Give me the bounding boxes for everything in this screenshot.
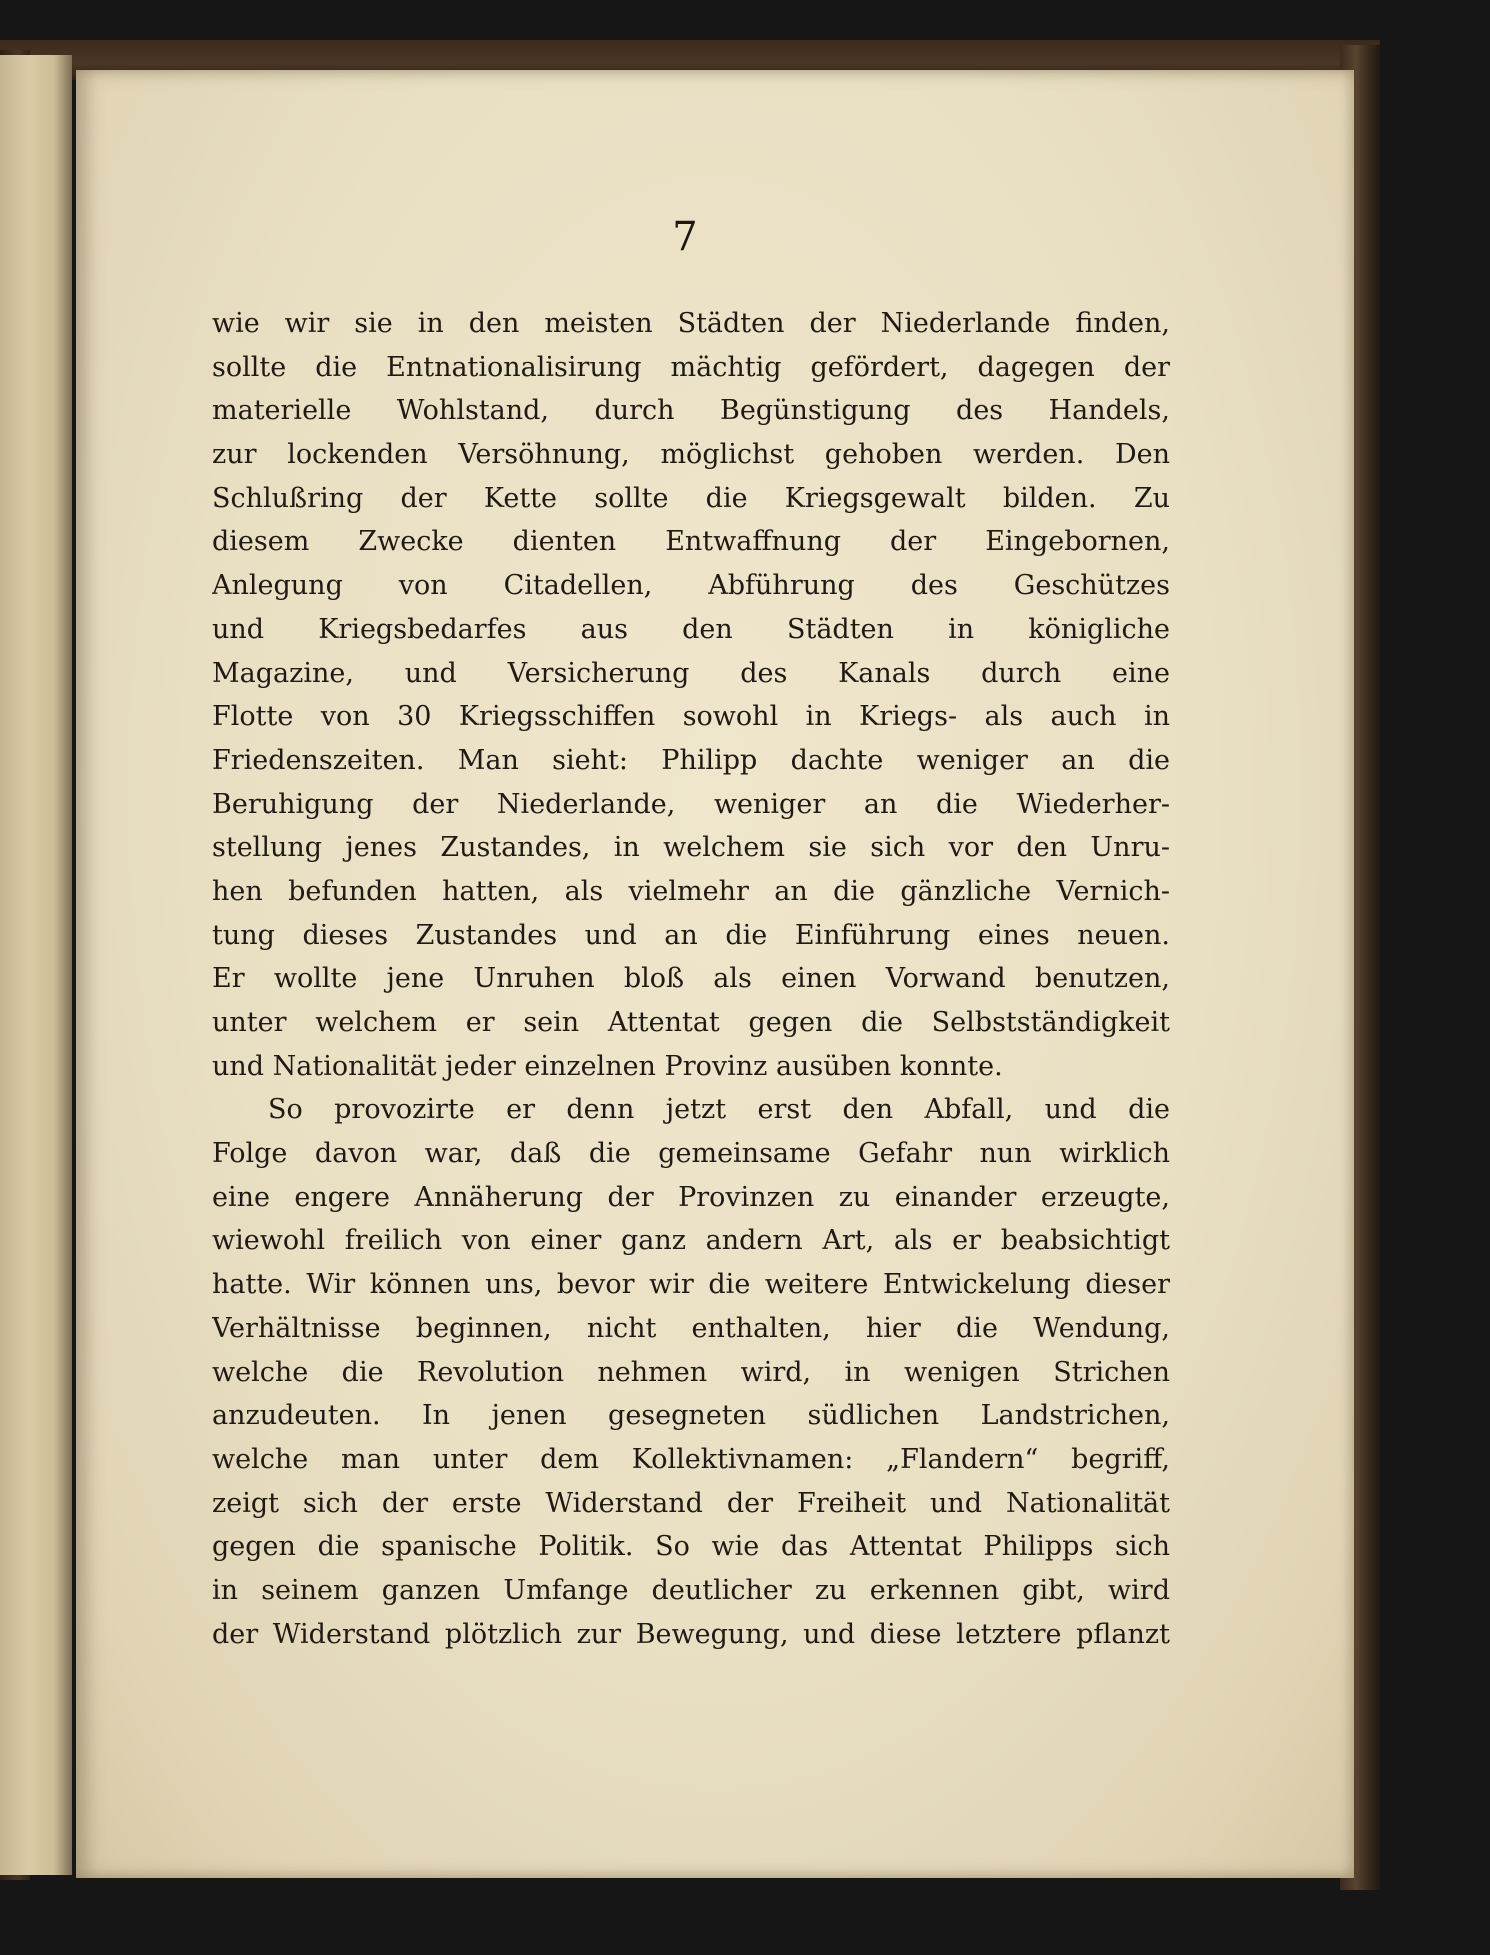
text-line: Friedenszeiten. Man sieht: Philipp dachte weniger an die — [212, 744, 1170, 776]
text-line: der Widerstand plötzlich zur Bewegung, und diese letztere pflanzt — [212, 1618, 1170, 1650]
text-line: Schlußring der Kette sollte die Kriegsgewalt bilden. Zu — [212, 482, 1170, 514]
text-line: und Kriegsbedarfes aus den Städten in königliche — [212, 613, 1170, 645]
text-line: Folge davon war, daß die gemeinsame Gefahr nun wirklich — [212, 1138, 1170, 1170]
text-line: So provozirte er denn jetzt erst den Abfall, und die — [268, 1094, 1170, 1126]
text-line: zeigt sich der erste Widerstand der Freiheit und Nationalität — [212, 1487, 1170, 1519]
text-line: wie wir sie in den meisten Städten der Niederlande finden, — [212, 308, 1170, 339]
text-line: stellung jenes Zustandes, in welchem sie sich vor den Unru- — [212, 832, 1170, 864]
text-line: Beruhigung der Niederlande, weniger an die Wiederher- — [212, 788, 1170, 820]
text-line: hen befunden hatten, als vielmehr an die gänzliche Vernich- — [212, 875, 1170, 907]
text-line: Flotte von 30 Kriegsschiffen sowohl in Kriegs- als auch in — [212, 701, 1170, 733]
text-line: diesem Zwecke dienten Entwaffnung der Eingebornen, — [212, 526, 1170, 558]
text-line: eine engere Annäherung der Provinzen zu einander erzeugte, — [212, 1181, 1170, 1213]
page-text — [212, 302, 1170, 1656]
text-line: und Nationalität jeder einzelnen Provinz ausüben konnte. — [212, 1050, 1003, 1082]
text-line: sollte die Entnationalisirung mächtig gefördert, dagegen der — [212, 351, 1170, 383]
text-line: unter welchem er sein Attentat gegen die Selbstständigkeit — [212, 1007, 1170, 1038]
text-line: gegen die spanische Politik. So wie das Attentat Philipps sich — [212, 1531, 1170, 1563]
previous-page-edge — [0, 55, 72, 1875]
text-line: Er wollte jene Unruhen bloß als einen Vorwand benutzen, — [212, 963, 1170, 995]
text-line: wiewohl freilich von einer ganz andern Art, als er beabsichtigt — [212, 1225, 1170, 1257]
text-line: Verhältnisse beginnen, nicht enthalten, hier die Wendung, — [212, 1312, 1170, 1344]
text-line: tung dieses Zustandes und an die Einführung eines neuen. — [212, 919, 1170, 951]
text-line: Anlegung von Citadellen, Abführung des Geschützes — [212, 570, 1170, 602]
text-line: zur lockenden Versöhnung, möglichst gehoben werden. Den — [212, 439, 1170, 471]
text-line: in seinem ganzen Umfange deutlicher zu erkennen gibt, wird — [212, 1574, 1170, 1606]
text-line: anzudeuten. In jenen gesegneten südlichen Landstrichen, — [212, 1400, 1170, 1432]
text-line: welche man unter dem Kollektivnamen: „Flandern“ begriff, — [212, 1443, 1170, 1475]
page-number: 7 — [672, 214, 698, 260]
text-line: Magazine, und Versicherung des Kanals durch eine — [212, 657, 1170, 689]
text-line: materielle Wohlstand, durch Begünstigung des Handels, — [212, 395, 1170, 427]
text-line: hatte. Wir können uns, bevor wir die weitere Entwickelung dieser — [212, 1269, 1170, 1301]
text-line: welche die Revolution nehmen wird, in wenigen Strichen — [212, 1356, 1170, 1388]
